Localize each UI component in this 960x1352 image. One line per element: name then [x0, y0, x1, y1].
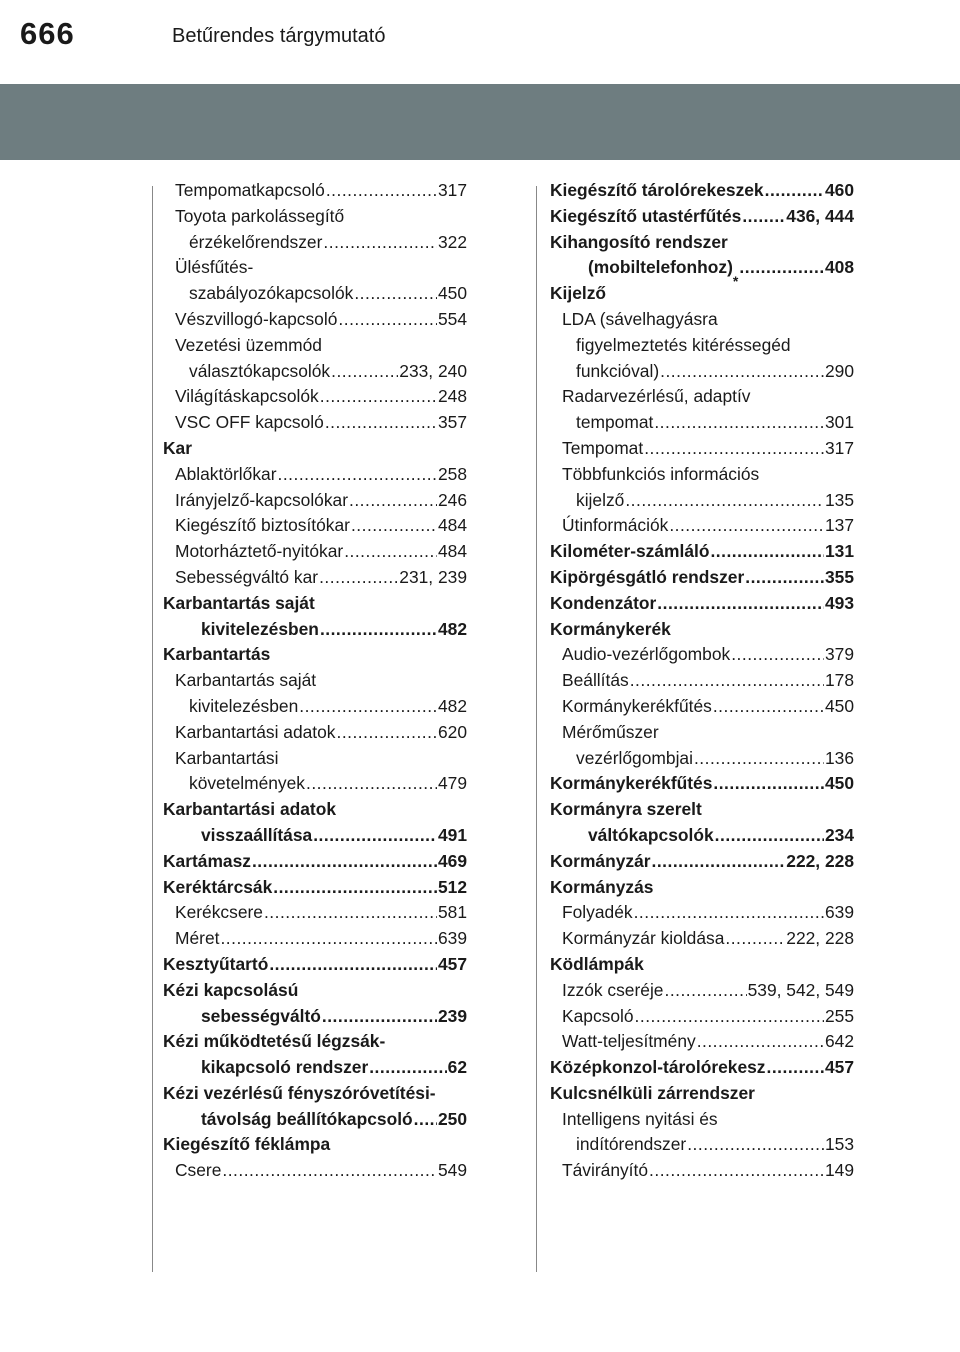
entry-text: Kiegészítő tárolórekeszek: [550, 180, 764, 200]
page-reference: 482: [437, 618, 467, 639]
header-band: [0, 84, 960, 160]
column-rule-left: [152, 186, 153, 1272]
index-entry: [163, 178, 467, 204]
entry-text: Audio-vezérlőgombok: [562, 644, 731, 665]
index-entry: [163, 539, 467, 565]
entry-text: Kilométer-számláló: [550, 541, 710, 562]
entry-text: Kesztyűtartó: [163, 953, 269, 974]
index-entry: [550, 668, 854, 694]
index-entry: [550, 1107, 854, 1133]
entry-text: követelmények: [189, 773, 305, 794]
dot-leader: [351, 513, 437, 539]
dot-leader: [336, 720, 437, 746]
entry-text: szabályozókapcsolók: [189, 283, 354, 304]
entry-text: Kézi vezérlésű fényszóróvetítési-: [163, 1082, 436, 1103]
entry-text: Kapcsoló: [562, 1005, 634, 1026]
page-reference: 234: [824, 824, 854, 845]
page-reference: 450: [437, 283, 467, 304]
page-reference: 355: [824, 566, 854, 587]
dot-leader: [687, 1132, 824, 1158]
dot-leader: [713, 771, 824, 797]
dot-leader: [319, 565, 398, 591]
index-entry: [550, 230, 854, 256]
column-rule-middle: [536, 186, 537, 1272]
entry-text: Karbantartási: [175, 747, 279, 768]
dot-leader: [694, 746, 824, 772]
entry-text: Kormányzás: [550, 876, 654, 897]
page-reference: 512: [437, 876, 467, 897]
page-reference: 239: [437, 1005, 467, 1026]
index-entry: [550, 436, 854, 462]
page-reference: 149: [824, 1160, 854, 1181]
index-entry: [163, 488, 467, 514]
dot-leader: [269, 952, 437, 978]
entry-text: váltókapcsolók: [588, 824, 714, 845]
entry-text: kikapcsoló rendszer: [201, 1057, 369, 1078]
entry-text: Toyota parkolássegítő: [175, 205, 345, 226]
page-reference: 484: [437, 515, 467, 536]
index-entry: [163, 978, 467, 1004]
index-entry: [550, 565, 854, 591]
page-reference: 231, 239: [399, 566, 467, 587]
page-reference: 408: [824, 257, 854, 278]
dot-leader: [220, 926, 437, 952]
dot-leader: [715, 823, 824, 849]
index-entry: [550, 204, 854, 230]
entry-text: tempomat: [576, 412, 654, 433]
dot-leader: [765, 178, 824, 204]
dot-leader: [635, 1004, 824, 1030]
index-entry: [550, 926, 854, 952]
dot-leader: [369, 1055, 446, 1081]
entry-text: Kiegészítő biztosítókar: [175, 515, 350, 536]
page-reference: 290: [824, 360, 854, 381]
entry-text: Kondenzátor: [550, 592, 657, 613]
dot-leader: [742, 204, 785, 230]
index-column-left: [163, 178, 467, 1184]
page-reference: 482: [437, 695, 467, 716]
entry-text: Ablaktörlőkar: [175, 463, 277, 484]
entry-text: Kihangosító rendszer: [550, 231, 728, 252]
index-entry: [163, 875, 467, 901]
entry-text: figyelmeztetés kitéréssegéd: [576, 334, 791, 355]
page-reference: 493: [824, 592, 854, 613]
entry-text: Irányjelző-kapcsolókar: [175, 489, 349, 510]
dot-leader: [414, 1107, 437, 1133]
entry-text: Kézi kapcsolású: [163, 979, 299, 1000]
index-entry: [163, 849, 467, 875]
page-reference: 642: [824, 1031, 854, 1052]
index-entry: [550, 1029, 854, 1055]
entry-text: kivitelezésben: [201, 618, 319, 639]
index-entry: [550, 900, 854, 926]
entry-text: sebességváltó: [201, 1005, 321, 1026]
page-reference: 317: [824, 437, 854, 458]
page-reference: 379: [824, 644, 854, 665]
index-entry: [550, 462, 854, 488]
index-entry: [163, 255, 467, 281]
entry-text: Kormánykerékfűtés: [550, 773, 713, 794]
page-reference: 554: [437, 308, 467, 329]
section-title: Betűrendes tárgymutató: [172, 25, 386, 47]
index-entry: [550, 1132, 854, 1158]
dot-leader: [649, 1158, 824, 1184]
entry-text: vezérlőgombjai: [576, 747, 693, 768]
page-reference: 62: [447, 1057, 467, 1078]
dot-leader: [325, 410, 437, 436]
dot-leader: [322, 1004, 437, 1030]
dot-leader: [252, 849, 437, 875]
dot-leader: [652, 849, 786, 875]
index-column-right: [550, 178, 854, 1184]
entry-text: Kerékcsere: [175, 902, 263, 923]
entry-text: érzékelőrendszer: [189, 231, 323, 252]
index-entry: [550, 746, 854, 772]
index-entry: [550, 281, 854, 307]
dot-leader: [320, 384, 437, 410]
index-entry: [163, 1132, 467, 1158]
index-entry: [163, 694, 467, 720]
dot-leader: [313, 823, 437, 849]
index-entry: [550, 359, 854, 385]
page-reference: 250: [437, 1108, 467, 1129]
entry-text: Útinformációk: [562, 515, 669, 536]
index-entry: [163, 204, 467, 230]
page-reference: 484: [437, 541, 467, 562]
entry-text: Sebességváltó kar: [175, 566, 319, 587]
entry-text: Beállítás: [562, 670, 629, 691]
index-entry: [550, 410, 854, 436]
index-entry: [163, 359, 467, 385]
index-entry: [550, 178, 854, 204]
entry-text: Mérőműszer: [562, 721, 659, 742]
entry-text: VSC OFF kapcsoló: [175, 412, 324, 433]
dot-leader: [669, 513, 824, 539]
entry-text: Kiegészítő utastérfűtés: [550, 205, 742, 226]
index-entry: [163, 746, 467, 772]
index-entry: [163, 513, 467, 539]
index-entry: [550, 1004, 854, 1030]
dot-leader: [331, 359, 398, 385]
page-reference: 457: [437, 953, 467, 974]
entry-text: Ülésfűtés-: [175, 257, 254, 278]
page-number: 666: [20, 16, 75, 51]
index-entry: [163, 565, 467, 591]
entry-text: Intelligens nyitási és: [562, 1108, 718, 1129]
dot-leader: [745, 565, 824, 591]
entry-text: Méret: [175, 928, 220, 949]
page-reference: 450: [824, 773, 854, 794]
index-entry: [163, 307, 467, 333]
page-reference: 135: [824, 489, 854, 510]
page-reference: 539, 542, 549: [747, 979, 854, 1000]
index-entry: [163, 230, 467, 256]
index-entry: [550, 1158, 854, 1184]
page-reference: 549: [437, 1160, 467, 1181]
index-entry: [163, 771, 467, 797]
page-reference: 491: [437, 824, 467, 845]
entry-text: Kormányzár kioldása: [562, 928, 725, 949]
index-entry: [550, 642, 854, 668]
index-entry: [550, 591, 854, 617]
entry-text: Kipörgésgátló rendszer: [550, 566, 745, 587]
page-reference: 301: [824, 412, 854, 433]
page-reference: 136: [824, 747, 854, 768]
index-entry: [163, 384, 467, 410]
entry-text: Karbantartási adatok: [163, 799, 336, 820]
index-entry: [550, 823, 854, 849]
index-entry: [550, 694, 854, 720]
index-entry: [550, 952, 854, 978]
entry-text: LDA (sávelhagyásra: [562, 308, 718, 329]
index-entry: [163, 926, 467, 952]
index-entry: [163, 1029, 467, 1055]
entry-text: (mobiltelefonhoz): [588, 257, 733, 278]
index-entry: [163, 900, 467, 926]
dot-leader: [739, 255, 824, 281]
index-entry: [163, 410, 467, 436]
page-reference: 248: [437, 386, 467, 407]
page-reference: 131: [824, 541, 854, 562]
entry-text: Tempomatkapcsoló: [175, 180, 325, 200]
dot-leader: [278, 462, 437, 488]
dot-leader: [625, 488, 824, 514]
entry-text: Ködlámpák: [550, 953, 644, 974]
entry-text: Kézi működtetésű légzsák-: [163, 1031, 386, 1052]
index-entry: [163, 1158, 467, 1184]
entry-text: Kormánykerékfűtés: [562, 695, 712, 716]
entry-text: Folyadék: [562, 902, 633, 923]
entry-text: Kulcsnélküli zárrendszer: [550, 1082, 755, 1103]
entry-text: indítórendszer: [576, 1134, 687, 1155]
page-reference: 581: [437, 902, 467, 923]
index-entry: [163, 1004, 467, 1030]
index-entry: [163, 333, 467, 359]
dot-leader: [264, 900, 437, 926]
index-entry: [163, 1107, 467, 1133]
index-entry: [163, 823, 467, 849]
index-entry: [550, 384, 854, 410]
index-entry: [163, 281, 467, 307]
index-entry: [550, 1055, 854, 1081]
entry-text: Kar: [163, 437, 192, 458]
page-reference: 639: [437, 928, 467, 949]
page-reference: 460: [824, 180, 854, 200]
entry-text: Kormányra szerelt: [550, 799, 702, 820]
index-entry: [550, 307, 854, 333]
index-entry: [550, 488, 854, 514]
index-entry: [163, 436, 467, 462]
index-entry: [550, 771, 854, 797]
index-entry: [163, 952, 467, 978]
page-reference: 322: [437, 231, 467, 252]
page-reference: 246: [437, 489, 467, 510]
entry-text: választókapcsolók: [189, 360, 331, 381]
dot-leader: [710, 539, 824, 565]
dot-leader: [344, 539, 437, 565]
page-reference: 639: [824, 902, 854, 923]
entry-text: Világításkapcsolók: [175, 386, 319, 407]
page-reference: 222, 228: [786, 928, 854, 949]
entry-text: Izzók cseréje: [562, 979, 664, 1000]
dot-leader: [349, 488, 437, 514]
dot-leader: [657, 591, 824, 617]
index-entry: [550, 617, 854, 643]
index-entry: [550, 797, 854, 823]
page-reference: 436, 444: [786, 205, 854, 226]
entry-text: kivitelezésben: [189, 695, 299, 716]
entry-text: funkcióval): [576, 360, 660, 381]
dot-leader: [713, 694, 824, 720]
entry-text: Keréktárcsák: [163, 876, 273, 897]
entry-text: távolság beállítókapcsoló: [201, 1108, 413, 1129]
entry-text: visszaállítása: [201, 824, 313, 845]
page-reference: 222, 228: [786, 850, 854, 871]
dot-leader: [354, 281, 437, 307]
index-entry: (mobiltelefonhoz) * ..... 408: [550, 255, 854, 281]
dot-leader: [299, 694, 437, 720]
entry-text: Vezetési üzemmód: [175, 334, 322, 355]
dot-leader: [326, 178, 437, 204]
page-reference: 469: [437, 850, 467, 871]
index-entry: [163, 462, 467, 488]
entry-text: Kiegészítő féklámpa: [163, 1134, 331, 1155]
index-entry: [163, 642, 467, 668]
index-entry: [163, 591, 467, 617]
entry-text: Kormánykerék: [550, 618, 671, 639]
entry-text: Karbantartás saját: [163, 592, 315, 613]
dot-leader: [306, 771, 437, 797]
index-entry: [550, 720, 854, 746]
entry-text: Többfunkciós információs: [562, 463, 760, 484]
page-reference: 233, 240: [399, 360, 467, 381]
entry-text: Csere: [175, 1160, 222, 1181]
page-reference: 178: [824, 670, 854, 691]
dot-leader: [273, 875, 437, 901]
page-reference: 479: [437, 773, 467, 794]
entry-text: Tempomat: [562, 437, 644, 458]
page-reference: 457: [824, 1057, 854, 1078]
dot-leader: [320, 617, 437, 643]
index-entry: [550, 875, 854, 901]
dot-leader: [664, 978, 746, 1004]
index-entry: [163, 668, 467, 694]
entry-text: Távirányító: [562, 1160, 649, 1181]
index-entry: [163, 797, 467, 823]
dot-leader: [725, 926, 785, 952]
dot-leader: [222, 1158, 437, 1184]
index-entry: [163, 720, 467, 746]
index-entry: [550, 978, 854, 1004]
index-entry: [163, 617, 467, 643]
page-reference: 450: [824, 695, 854, 716]
entry-text: Radarvezérlésű, adaptív: [562, 386, 751, 407]
page-reference: 258: [437, 463, 467, 484]
index-entry: [550, 1081, 854, 1107]
entry-text: Kormányzár: [550, 850, 651, 871]
page-reference: 255: [824, 1005, 854, 1026]
entry-text: Watt-teljesítmény: [562, 1031, 696, 1052]
entry-text: Karbantartás: [163, 644, 271, 665]
entry-text: Középkonzol-tárolórekesz: [550, 1057, 766, 1078]
page-reference: 153: [824, 1134, 854, 1155]
dot-leader: [644, 436, 824, 462]
entry-text: Kartámasz: [163, 850, 251, 871]
page-reference: 620: [437, 721, 467, 742]
index-entry: [550, 849, 854, 875]
dot-leader: [654, 410, 824, 436]
entry-text: Motorháztető-nyitókar: [175, 541, 344, 562]
entry-text: Karbantartási adatok: [175, 721, 336, 742]
dot-leader: [630, 668, 824, 694]
index-entry: [550, 539, 854, 565]
entry-text: Karbantartás saját: [175, 670, 317, 691]
dot-leader: [338, 307, 437, 333]
page-reference: 317: [437, 180, 467, 200]
index-entry: [163, 1055, 467, 1081]
dot-leader: [767, 1055, 824, 1081]
dot-leader: [323, 230, 437, 256]
dot-leader: [660, 359, 824, 385]
entry-text: kijelző: [576, 489, 625, 510]
page-reference: 137: [824, 515, 854, 536]
entry-text: Vészvillogó-kapcsoló: [175, 308, 338, 329]
page-reference: 357: [437, 412, 467, 433]
index-entry: [550, 513, 854, 539]
dot-leader: [731, 642, 824, 668]
dot-leader: [697, 1029, 824, 1055]
entry-text: Kijelző: [550, 283, 607, 304]
dot-leader: [634, 900, 824, 926]
index-entry: [550, 333, 854, 359]
page-header: [0, 0, 960, 74]
index-entry: [163, 1081, 467, 1107]
